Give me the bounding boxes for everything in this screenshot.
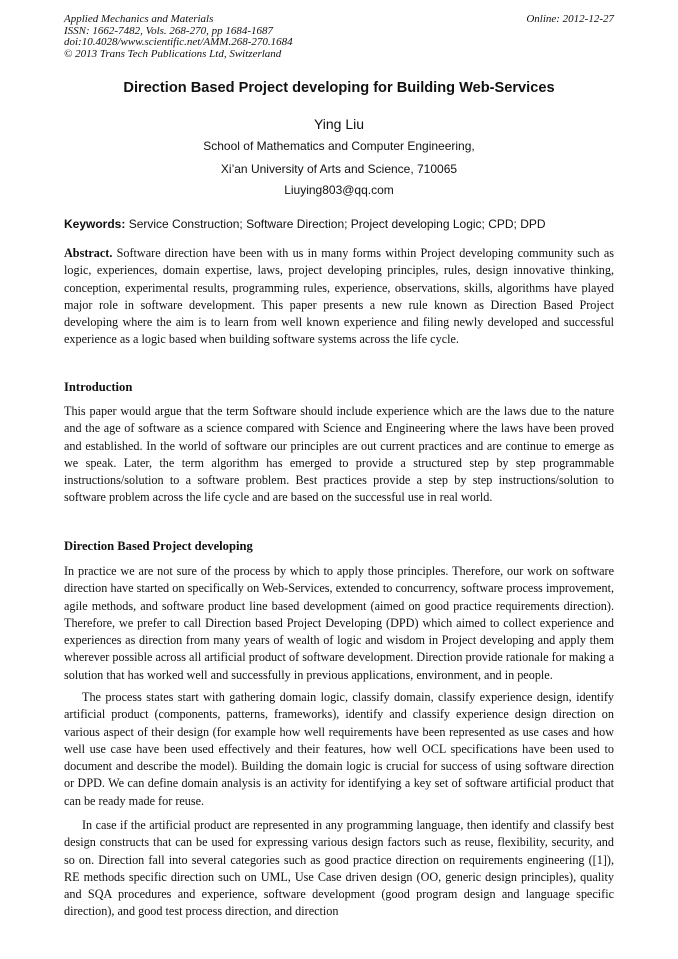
keywords [64, 217, 624, 231]
abstract-label: Abstract. [64, 246, 113, 260]
journal-issn: ISSN: 1662-7482, Vols. 268-270, pp 1684-1687 [64, 24, 273, 37]
abstract-text: Software direction have been with us in many forms within Project developing community such as logic, experiences, domain expertise, laws, project developing principles, rules, design innovative thinking, conception, experimental results, programming rules, experience, observations, skills, algorithms have played major role in software development. This paper presents a new rule known as Direction Based Project developing where the aim is to learn from well known experience and filing newly developed and successful experience as a logic based when building software systems across the life cycle. [64, 246, 614, 347]
paper-title: Direction Based Project developing for Building Web-Services [123, 80, 555, 96]
author-name: Ying Liu [313, 116, 365, 132]
journal-name: Applied Mechanics and Materials [64, 13, 214, 25]
journal-header [64, 14, 293, 60]
keywords-text: Service Construction; Software Direction; Project developing Logic; CPD; DPD [128, 217, 546, 231]
body-paragraph-3: In case if the artificial product are represented in any programming language, then identify and classify best design constructs that can be used for expressing various design factors such as reuse, flexibility, security, and so on. Direction fall into several categories such as good practice direction on requirements engineering ([1]), RE methods specific direction such on UML, Use Case driven design (OO, generic design principles), quality and SQA procedures and experience, software development (good program design and language specific direction), and good test process direction, and direction [64, 818, 614, 919]
introduction-paragraph: This paper would argue that the term Software should include experience which are the laws due to the nature and the age of software as a science compared with Science and Engineering where the laws have been proved and established. In the world of software our principles are out current practices and are continue to emerge as we speak. Later, the term algorithm has emerged to provide a structured step by step programmable instructions/solution to a software problem. Best practices provide a step by step instructions/solution to software problem across the life cycle and are based on the successful use in real world. [64, 404, 614, 505]
keywords-label: Keywords: [64, 217, 126, 231]
author-email: Liuying803@qq.com [284, 183, 394, 197]
author-affiliation-1: School of Mathematics and Computer Engineering, [203, 139, 475, 153]
body-paragraph-2: The process states start with gathering domain logic, classify domain, classify experience design, identify artificial product (components, patterns, frameworks), identify and classify experience design direction on various aspect of their design (for example how well requirements have been represented as use cases and how well use case have been used effectively and their features, how well OCL specifications have been used to document and describe the model). Building the domain logic is crucial for success of using software direction or DPD. We can define domain analysis is an activity for identifying a key set of software artificial product that can be ready made for reuse. [64, 690, 614, 808]
body-paragraph-1: In practice we are not sure of the process by which to apply those principles. Therefore, our work on software direction have started on specifically on Web-Services, extended to concurrency, software process improvement, agile methods, and software product line based development (aimed on good practice requirements direction). Therefore, we prefer to call Direction based Project Developing (DPD) which aimed to collect experience and experiences as direction from many years of wealth of logic and wisdom in Project developing and apply them wherever possible across all artificial product of software development. Direction provide rationale for making a solution that has worked well and successfully in previous applications, environment, and in people. [64, 564, 614, 682]
online-date: Online: 2012-12-27 [526, 13, 614, 25]
journal-doi: doi:10.4028/www.scientific.net/AMM.268-270.1684 [64, 36, 293, 48]
author-affiliation-2: Xi’an University of Arts and Science, 710065 [220, 162, 458, 176]
heading-direction-based: Direction Based Project developing [64, 539, 253, 553]
heading-introduction: Introduction [64, 380, 133, 394]
abstract [64, 245, 614, 349]
journal-copyright: © 2013 Trans Tech Publications Ltd, Switzerland [64, 47, 282, 60]
